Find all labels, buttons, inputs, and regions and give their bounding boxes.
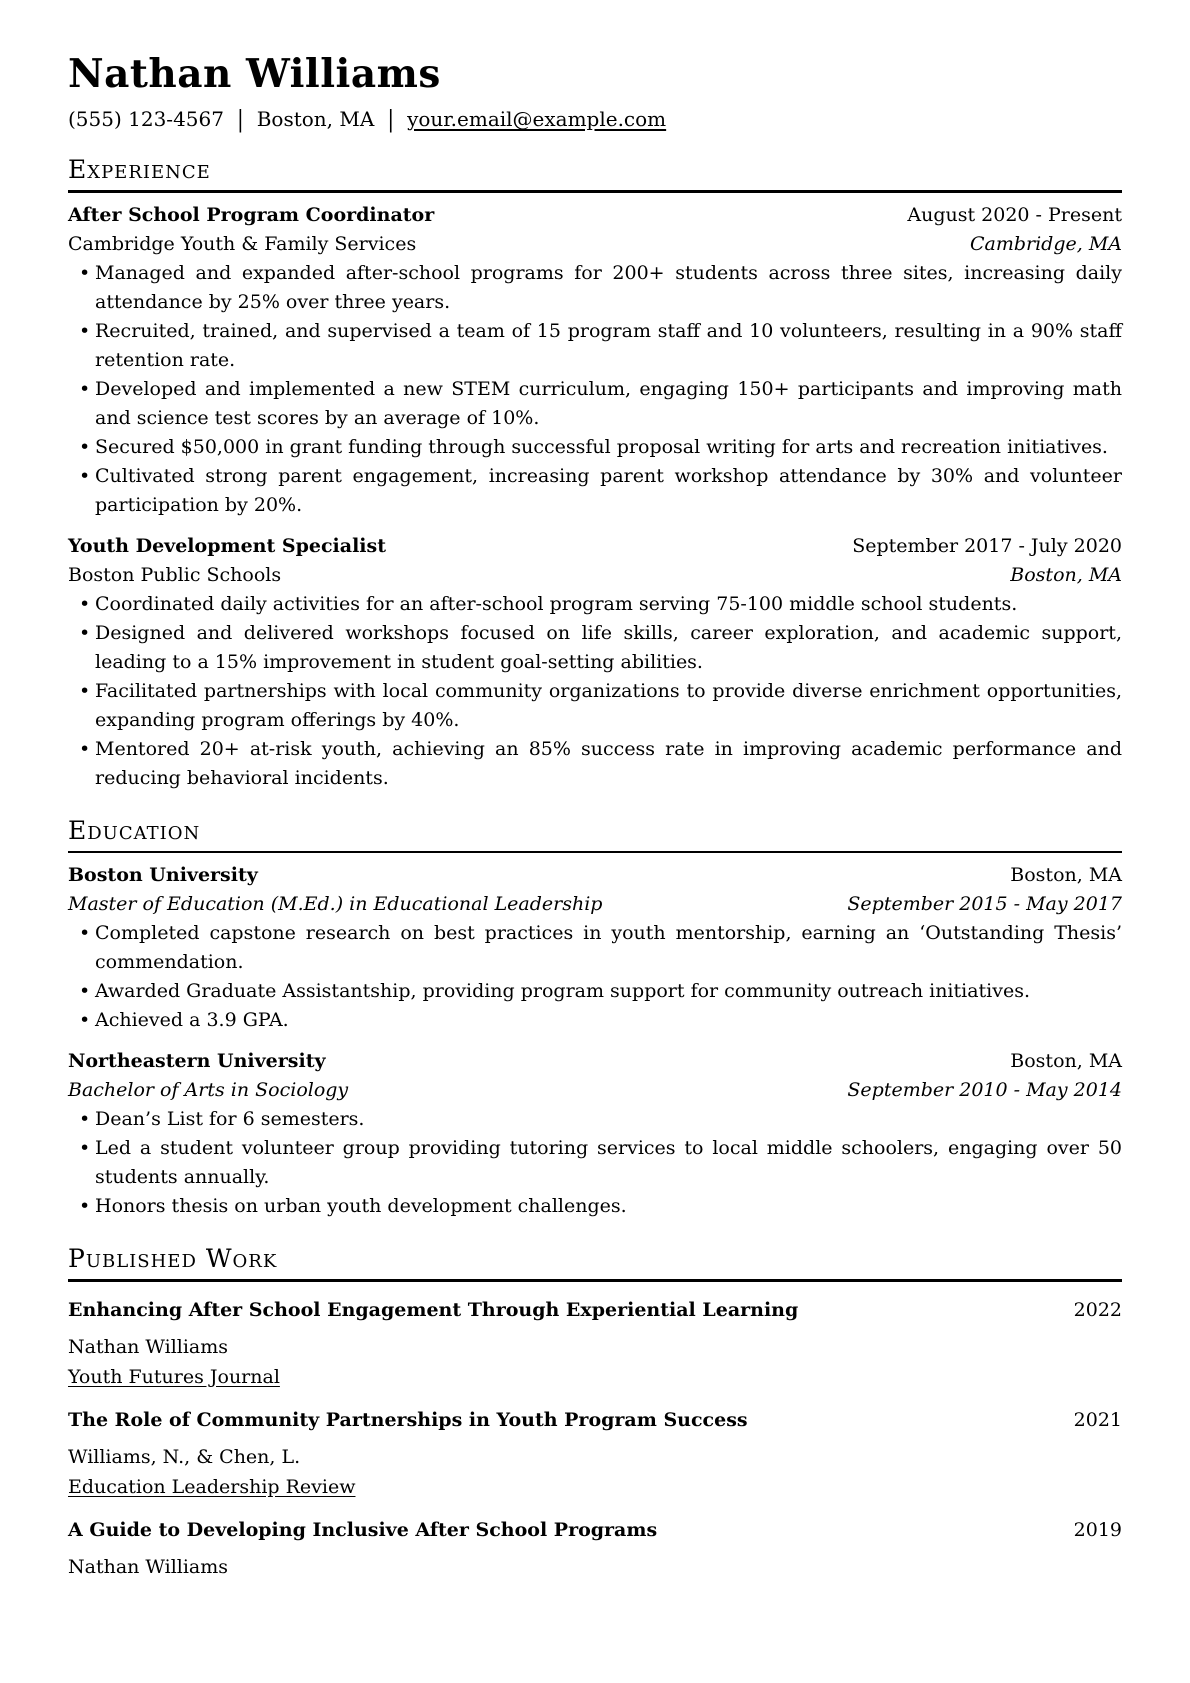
- section-heading-experience: Experience: [68, 155, 211, 184]
- contact-line: [68, 106, 1122, 132]
- bullet-item: • Designed and delivered workshops focused on life skills, career exploration, and academic support, leading to a 15% improvement in student goal-setting abilities.: [68, 619, 1122, 677]
- publication-journal-line: [68, 1363, 1122, 1392]
- bullet-item: • Recruited, trained, and supervised a team of 15 program staff and 10 volunteers, resulting in a 90% staff retention rate.: [68, 317, 1122, 375]
- education-bullet-list: [68, 919, 1122, 1035]
- school-location: Boston, MA: [1010, 864, 1122, 886]
- bullet-item: • Developed and implemented a new STEM curriculum, engaging 150+ participants and improving math and science test scores by an average of 10%.: [68, 375, 1122, 433]
- bullet-item: • Coordinated daily activities for an after-school program serving 75-100 middle school students.: [68, 590, 1122, 619]
- job-title: After School Program Coordinator: [68, 203, 435, 226]
- contact-separator: |: [236, 105, 244, 133]
- section-rule: [68, 851, 1122, 854]
- resume-header: [68, 52, 1122, 132]
- bullet-item: • Led a student volunteer group providing tutoring services to local middle schoolers, engaging over 50 students annually.: [68, 1134, 1122, 1192]
- education-dates: September 2015 - May 2017: [847, 893, 1122, 915]
- bullet-item: • Cultivated strong parent engagement, increasing parent workshop attendance by 30% and volunteer participation by 20%.: [68, 462, 1122, 520]
- job-title-row: [68, 532, 1122, 561]
- publication-title: A Guide to Developing Inclusive After School Programs: [68, 1518, 658, 1541]
- experience-section: [68, 156, 1122, 793]
- job-location: Boston, MA: [1010, 563, 1122, 586]
- bullet-item: • Honors thesis on urban youth development challenges.: [68, 1192, 1122, 1221]
- section-heading-education: Education: [68, 815, 201, 845]
- job-dates: August 2020 - Present: [907, 203, 1122, 226]
- school-location: Boston, MA: [1010, 1050, 1122, 1072]
- publication-title-row: [68, 1296, 1122, 1325]
- education-dates: September 2010 - May 2014: [847, 1079, 1122, 1101]
- phone-number: (555) 123-4567: [68, 107, 224, 131]
- email-link[interactable]: your.email@example.com: [407, 107, 667, 131]
- bullet-item: • Awarded Graduate Assistantship, providing program support for community outreach initiatives.: [68, 977, 1122, 1006]
- publication-authors: Williams, N., & Chen, L.: [68, 1445, 301, 1468]
- job-bullet-list: [68, 590, 1122, 793]
- education-bullet-list: [68, 1105, 1122, 1221]
- publication-authors: Nathan Williams: [68, 1335, 229, 1358]
- job-company: Cambridge Youth & Family Services: [68, 232, 417, 255]
- publication-journal-link[interactable]: Youth Futures Journal: [68, 1365, 280, 1388]
- bullet-item: • Completed capstone research on best practices in youth mentorship, earning an ‘Outstanding Thesis’ commendation.: [68, 919, 1122, 977]
- publication-year: 2019: [1073, 1518, 1122, 1541]
- section-rule: [68, 1279, 1122, 1282]
- school-title-row: [68, 861, 1122, 890]
- education-entry: [68, 861, 1122, 1035]
- contact-separator: |: [387, 105, 395, 133]
- publication-title-row: [68, 1406, 1122, 1435]
- education-section: [68, 817, 1122, 1222]
- school-name: Boston University: [68, 864, 258, 886]
- publication-year: 2022: [1073, 1298, 1122, 1321]
- job-entry: [68, 201, 1122, 520]
- person-name: Nathan Williams: [68, 51, 441, 97]
- publication-authors: Nathan Williams: [68, 1555, 229, 1578]
- section-heading-published-work: Published Work: [68, 1244, 278, 1273]
- bullet-item: • Dean’s List for 6 semesters.: [68, 1105, 1122, 1134]
- degree-name: Bachelor of Arts in Sociology: [68, 1079, 349, 1101]
- publication-entry: [68, 1296, 1122, 1392]
- bullet-item: • Secured $50,000 in grant funding through successful proposal writing for arts and recreation initiatives.: [68, 433, 1122, 462]
- job-entry: [68, 532, 1122, 793]
- publication-entry: [68, 1406, 1122, 1502]
- job-title-row: [68, 201, 1122, 230]
- job-bullet-list: [68, 259, 1122, 520]
- publication-journal-link[interactable]: Education Leadership Review: [68, 1475, 356, 1498]
- job-company-row: [68, 561, 1122, 590]
- school-title-row: [68, 1047, 1122, 1076]
- school-name: Northeastern University: [68, 1050, 326, 1072]
- publication-entry: [68, 1516, 1122, 1582]
- job-location: Cambridge, MA: [969, 232, 1122, 255]
- location-text: Boston, MA: [256, 107, 375, 131]
- job-title: Youth Development Specialist: [68, 534, 386, 557]
- bullet-item: • Achieved a 3.9 GPA.: [68, 1006, 1122, 1035]
- job-dates: September 2017 - July 2020: [852, 534, 1122, 557]
- job-company-row: [68, 230, 1122, 259]
- degree-row: [68, 890, 1122, 919]
- publication-journal-line: [68, 1473, 1122, 1502]
- degree-row: [68, 1076, 1122, 1105]
- bullet-item: • Mentored 20+ at-risk youth, achieving an 85% success rate in improving academic performance and reducing behavioral incidents.: [68, 735, 1122, 793]
- degree-name: Master of Education (M.Ed.) in Educational Leadership: [68, 893, 603, 915]
- bullet-item: • Facilitated partnerships with local community organizations to provide diverse enrichment opportunities, expanding program offerings by 40%.: [68, 677, 1122, 735]
- publication-title: Enhancing After School Engagement Through Experiential Learning: [68, 1298, 799, 1321]
- bullet-item: • Managed and expanded after-school programs for 200+ students across three sites, increasing daily attendance by 25% over three years.: [68, 259, 1122, 317]
- published-work-section: [68, 1245, 1122, 1582]
- publication-title-row: [68, 1516, 1122, 1545]
- section-rule: [68, 190, 1122, 193]
- education-entry: [68, 1047, 1122, 1221]
- publication-year: 2021: [1073, 1408, 1122, 1431]
- job-company: Boston Public Schools: [68, 563, 282, 586]
- publication-title: The Role of Community Partnerships in Youth Program Success: [68, 1408, 748, 1431]
